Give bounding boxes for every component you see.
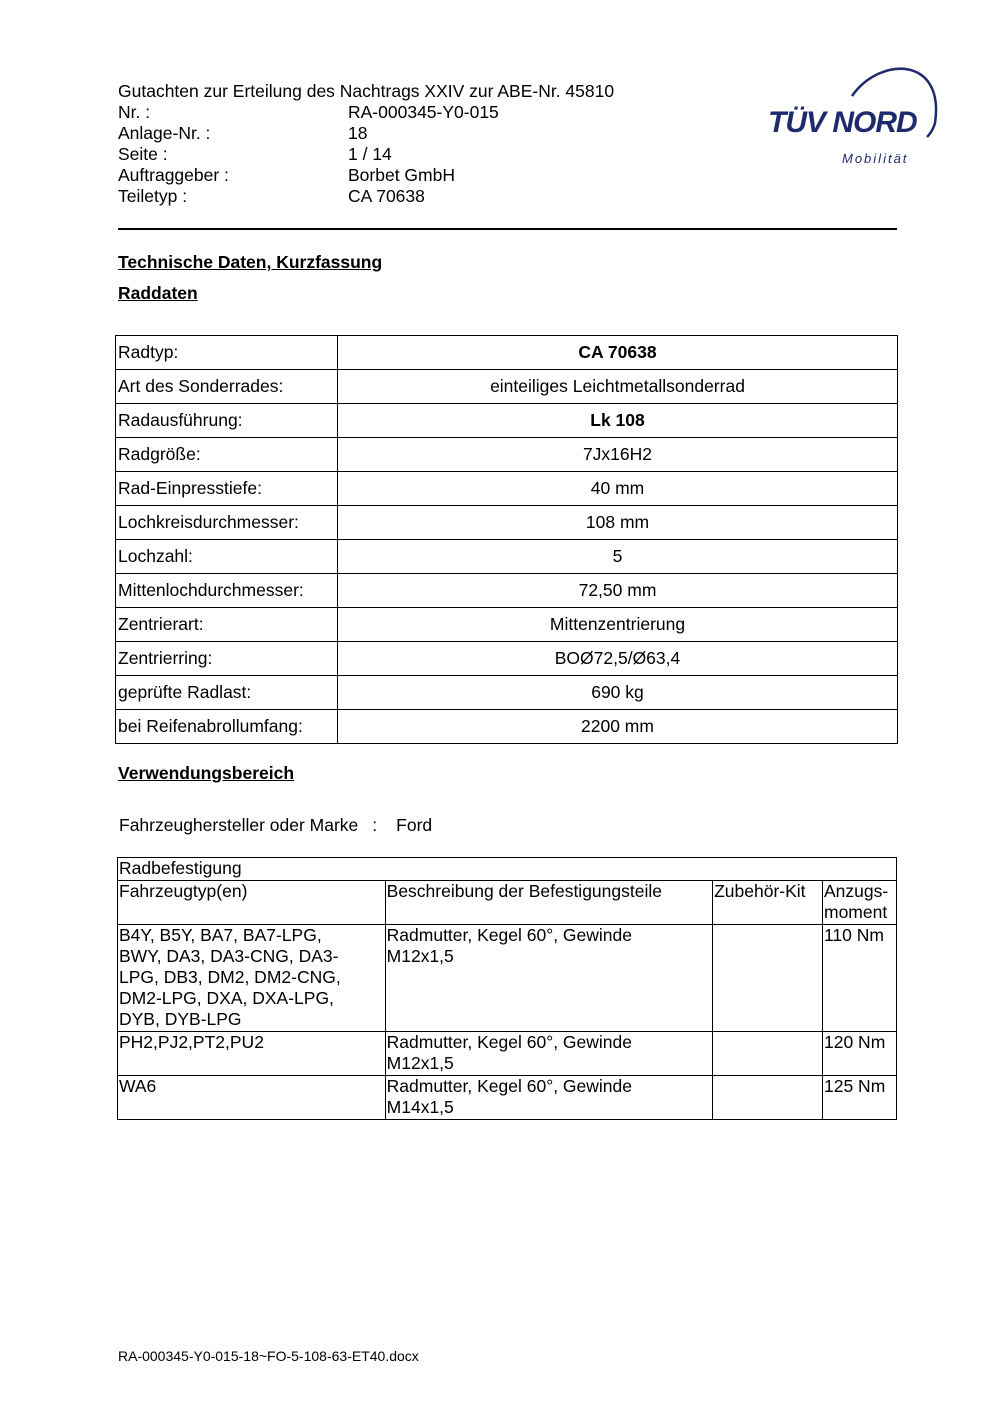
header-field-label: Teiletyp :: [118, 186, 188, 206]
heading-verwendung: Verwendungsbereich: [118, 763, 295, 783]
anzugsmoment-cell: 120 Nm: [823, 1032, 897, 1076]
hersteller-separator: :: [372, 815, 378, 835]
header-field-label: Seite :: [118, 144, 168, 164]
raddaten-value: Lk 108: [338, 404, 898, 438]
document-header: [118, 81, 614, 207]
header-field-label: Auftraggeber :: [118, 165, 229, 185]
beschreibung-cell: Radmutter, Kegel 60°, Gewinde M12x1,5: [385, 1032, 712, 1076]
raddaten-value: BOØ72,5/Ø63,4: [338, 642, 898, 676]
logo-brand: TÜV NORD: [768, 106, 917, 139]
column-header: Zubehör-Kit: [713, 881, 823, 925]
logo-subtitle: Mobilität: [842, 151, 909, 166]
raddaten-label: geprüfte Radlast:: [116, 676, 338, 710]
befestigung-table: [117, 857, 897, 1120]
raddaten-value: 108 mm: [338, 506, 898, 540]
hersteller-line: [119, 815, 432, 836]
anzugsmoment-cell: 125 Nm: [823, 1076, 897, 1120]
header-field-row: [118, 102, 614, 123]
befestigung-title-row: [118, 858, 897, 881]
heading-summary: Technische Daten, Kurzfassung: [118, 252, 383, 272]
header-field-label: Anlage-Nr. :: [118, 123, 211, 143]
table-row: [116, 506, 898, 540]
header-field-row: [118, 165, 614, 186]
table-row: [116, 370, 898, 404]
column-header: Fahrzeugtyp(en): [118, 881, 386, 925]
raddaten-label: Rad-Einpresstiefe:: [116, 472, 338, 506]
table-row: [116, 472, 898, 506]
table-row: [116, 676, 898, 710]
column-header: Beschreibung der Befestigungsteile: [385, 881, 712, 925]
table-row: [116, 608, 898, 642]
table-row: [116, 642, 898, 676]
header-field-row: [118, 186, 614, 207]
raddaten-label: Radausführung:: [116, 404, 338, 438]
document-title: Gutachten zur Erteilung des Nachtrags XXIV zur ABE-Nr. 45810: [118, 81, 615, 101]
table-row: [118, 1076, 897, 1120]
raddaten-value: 690 kg: [338, 676, 898, 710]
raddaten-value: 7Jx16H2: [338, 438, 898, 472]
fahrzeugtyp-cell: PH2,PJ2,PT2,PU2: [118, 1032, 386, 1076]
fahrzeugtyp-cell: B4Y, B5Y, BA7, BA7-LPG, BWY, DA3, DA3-CNG, DA3- LPG, DB3, DM2, DM2-CNG, DM2-LPG, DXA, DXA-LPG, DYB, DYB-LPG: [118, 925, 386, 1032]
raddaten-label: Lochkreisdurchmesser:: [116, 506, 338, 540]
zubehoer-kit-cell: [713, 925, 823, 1032]
raddaten-value: Mittenzentrierung: [338, 608, 898, 642]
raddaten-label: Zentrierart:: [116, 608, 338, 642]
beschreibung-cell: Radmutter, Kegel 60°, Gewinde M12x1,5: [385, 925, 712, 1032]
heading-raddaten: Raddaten: [118, 283, 198, 303]
raddaten-label: Radtyp:: [116, 336, 338, 370]
raddaten-value: 40 mm: [338, 472, 898, 506]
header-field-value: RA-000345-Y0-015: [348, 102, 499, 122]
anzugsmoment-cell: 110 Nm: [823, 925, 897, 1032]
raddaten-label: bei Reifenabrollumfang:: [116, 710, 338, 744]
zubehoer-kit-cell: [713, 1032, 823, 1076]
hersteller-label: Fahrzeughersteller oder Marke: [119, 815, 359, 835]
raddaten-value: 5: [338, 540, 898, 574]
raddaten-value: einteiliges Leichtmetallsonderrad: [338, 370, 898, 404]
header-field-value: CA 70638: [348, 186, 425, 206]
header-field-row: [118, 144, 614, 165]
table-row: [116, 438, 898, 472]
table-row: [116, 336, 898, 370]
tuev-nord-logo: [760, 58, 950, 173]
table-row: [116, 574, 898, 608]
table-row: [116, 540, 898, 574]
column-header: Anzugs- moment: [823, 881, 897, 925]
beschreibung-cell: Radmutter, Kegel 60°, Gewinde M14x1,5: [385, 1076, 712, 1120]
zubehoer-kit-cell: [713, 1076, 823, 1120]
raddaten-value: CA 70638: [338, 336, 898, 370]
table-row: [116, 404, 898, 438]
header-field-value: Borbet GmbH: [348, 165, 455, 185]
raddaten-table: [115, 335, 898, 744]
raddaten-value: 72,50 mm: [338, 574, 898, 608]
table-row: [118, 1032, 897, 1076]
hersteller-value: Ford: [396, 815, 433, 835]
header-field-value: 1 / 14: [348, 144, 392, 164]
raddaten-label: Lochzahl:: [116, 540, 338, 574]
header-divider: [118, 228, 897, 230]
header-field-label: Nr. :: [118, 102, 151, 122]
befestigung-title: Radbefestigung: [118, 858, 897, 881]
header-field-value: 18: [348, 123, 368, 143]
table-row: [118, 925, 897, 1032]
raddaten-value: 2200 mm: [338, 710, 898, 744]
befestigung-header-row: [118, 881, 897, 925]
header-field-row: [118, 123, 614, 144]
raddaten-label: Zentrierring:: [116, 642, 338, 676]
fahrzeugtyp-cell: WA6: [118, 1076, 386, 1120]
footer-filename: RA-000345-Y0-015-18~FO-5-108-63-ET40.docx: [118, 1348, 419, 1364]
raddaten-label: Radgröße:: [116, 438, 338, 472]
header-fields: [118, 102, 614, 207]
table-row: [116, 710, 898, 744]
raddaten-label: Art des Sonderrades:: [116, 370, 338, 404]
raddaten-label: Mittenlochdurchmesser:: [116, 574, 338, 608]
